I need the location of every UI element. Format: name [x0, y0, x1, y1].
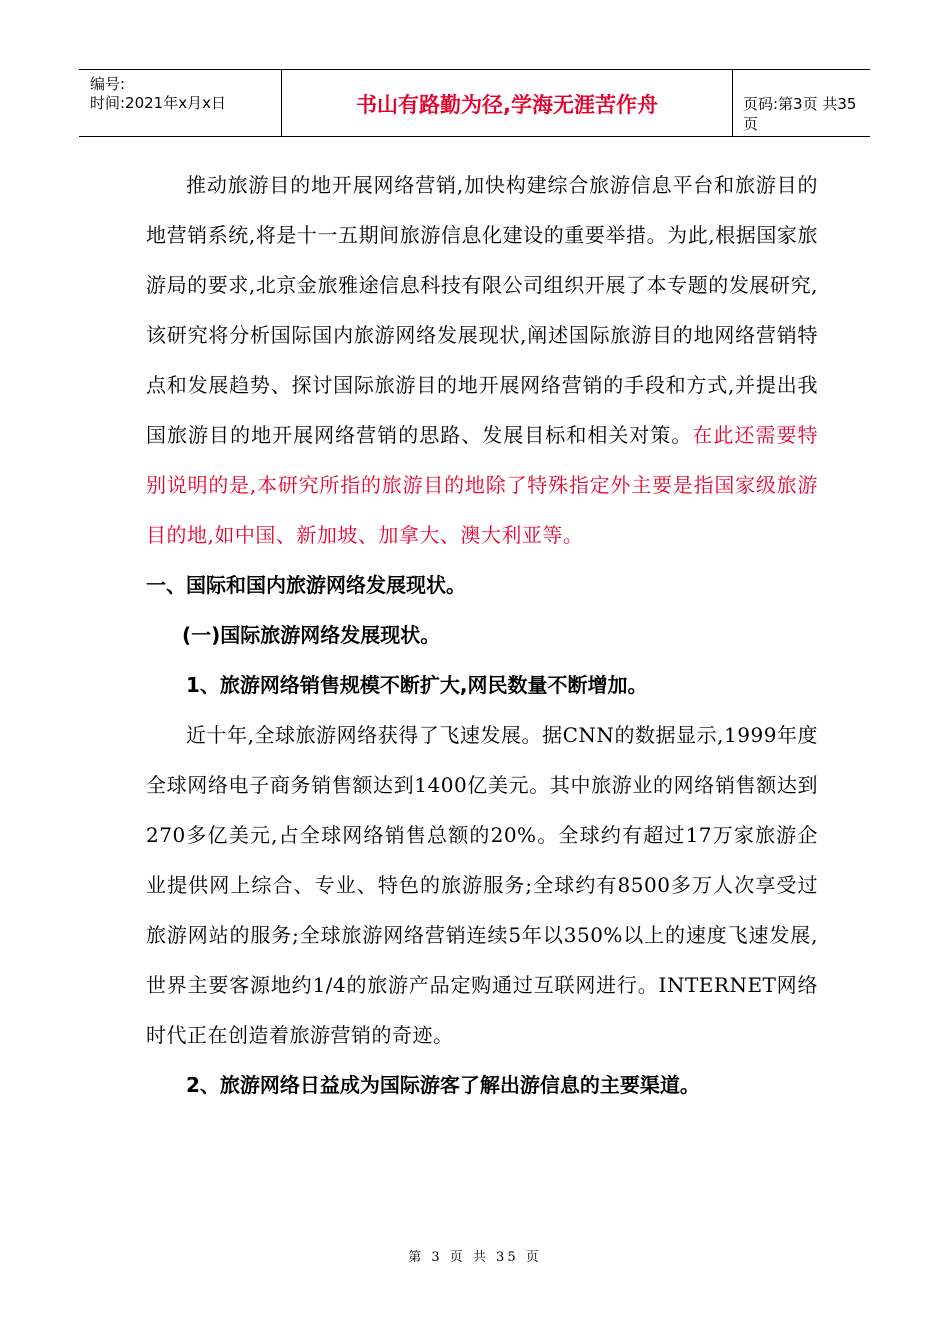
document-number-label: 编号: [90, 75, 126, 93]
intro-text: 推动旅游目的地开展网络营销,加快构建综合旅游信息平台和旅游目的地营销系统,将是十一五期间旅游信息化建设的重要举措。为此,根据国家旅游局的要求,北京金旅雅途信息科技有限公司组织开展了本专题的发展研究,该研究将分析国际国内旅游网络发展现状,阐述国际旅游目的地网络营销特点和发展趋势、探讨国际旅游目的地开展网络营销的手段和方式,并提出我国旅游目的地开展网络营销的思路、发展目标和相关对策。 [146, 173, 818, 447]
point-heading-2: 2、旅游网络日益成为国际游客了解出游信息的主要渠道。 [186, 1073, 700, 1097]
header-motto-cell [282, 70, 733, 136]
intro-note-red: 在此还需要特别说明的是,本研究所指的旅游目的地除了特殊指定外主要是指国家级旅游目的地,如中国、新加坡、加拿大、澳大利亚等。 [146, 423, 819, 547]
header-page-code: 页码:第3页 共35页 [743, 95, 857, 133]
body-paragraph-2: 近十年,全球旅游网络获得了飞速发展。据CNN的数据显示,1999年度全球网络电子商务销售额达到1400亿美元。其中旅游业的网络销售额达到270多亿美元,占全球网络销售总额的20%。全球约有超过17万家旅游企业提供网上综合、专业、特色的旅游服务;全球约有8500多万人次享受过旅游网站的服务;全球旅游网络营销连续5年以350%以上的速度飞速发展,世界主要客源地约1/4的旅游产品定购通过互联网进行。INTERNET网络时代正在创造着旅游营销的奇迹。 [146, 723, 818, 1047]
section-heading-1: 一、国际和国内旅游网络发展现状。 [146, 573, 466, 597]
page-footer: 第 3 页 共 35 页 [408, 1250, 542, 1265]
document-time-label: 时间:2021年x月x日 [90, 94, 226, 112]
page-header [79, 69, 870, 137]
intro-paragraph [146, 160, 818, 560]
header-page-cell [733, 70, 870, 136]
header-info-cell [79, 70, 282, 136]
subsection-heading: (一)国际旅游网络发展现状。 [182, 623, 441, 647]
point-heading-1: 1、旅游网络销售规模不断扩大,网民数量不断增加。 [186, 673, 648, 697]
header-motto: 书山有路勤为径,学海无涯苦作舟 [356, 93, 658, 117]
document-body [146, 160, 818, 1110]
